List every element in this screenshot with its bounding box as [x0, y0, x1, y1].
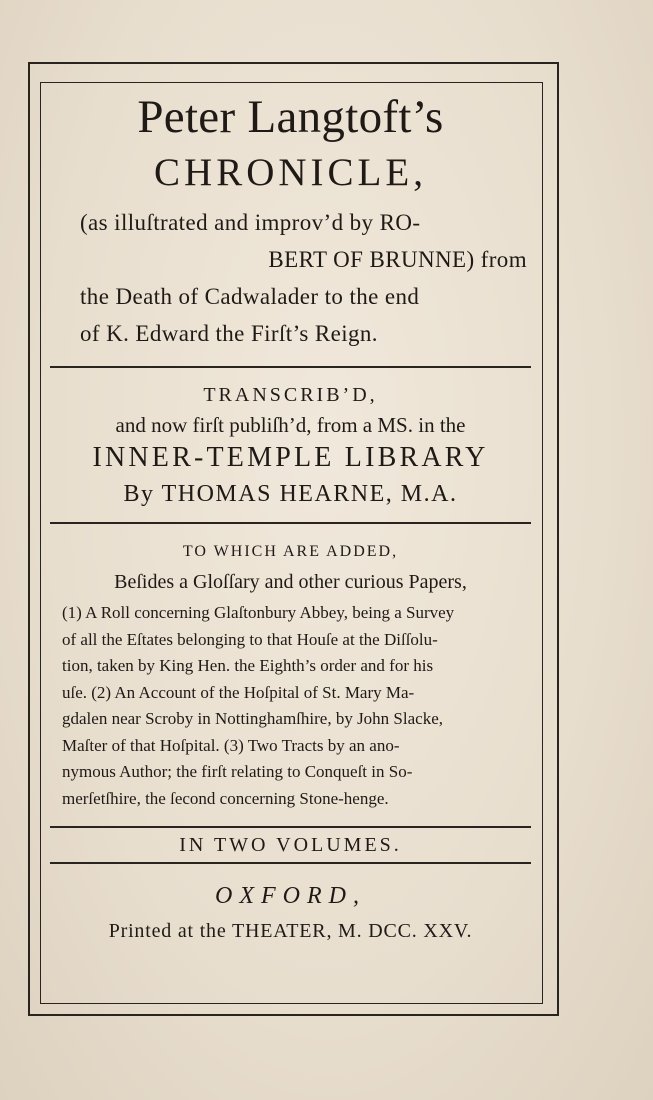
title-line-2: CHRONICLE,: [154, 151, 427, 194]
horizontal-rule: [50, 522, 531, 524]
imprint-line: Printed at the THEATER, M. DCC. XXV.: [108, 920, 473, 942]
volumes-line: IN TWO VOLUMES.: [179, 834, 402, 856]
horizontal-rule: [50, 366, 531, 368]
library-name: INNER-TEMPLE LIBRARY: [92, 442, 489, 473]
title-page-content: [44, 88, 537, 946]
paragraph-line: of all the Eſtates belonging to that Houſe at the Diſſolu-: [62, 629, 438, 649]
contents-paragraph: [44, 600, 537, 812]
author-line: By THOMAS HEARNE, M.A.: [123, 481, 458, 507]
besides-line: Beſides a Gloſſary and other curious Papers,: [114, 571, 467, 593]
subtitle-line: (as illuſtrated and improv’d by RO-: [80, 210, 421, 235]
horizontal-rule: [50, 862, 531, 864]
paragraph-line: merſetſhire, the ſecond concerning Stone-henge.: [62, 788, 389, 808]
paragraph-line: nymous Author; the firſt relating to Conqueſt in So-: [62, 762, 413, 781]
paragraph-line: (1) A Roll concerning Glaſtonbury Abbey, being a Survey: [62, 603, 455, 622]
added-heading: TO WHICH ARE ADDED,: [182, 543, 399, 560]
subtitle-line: the Death of Cadwalader to the end: [80, 284, 420, 309]
subtitle-line: of K. Edward the Firſt’s Reign.: [80, 321, 378, 346]
paragraph-line: tion, taken by King Hen. the Eighth’s order and for his: [62, 656, 434, 675]
subtitle-line: BERT OF BRUNNE) from: [268, 247, 527, 272]
paragraph-line: gdalen near Scroby in Nottinghamſhire, by John Slacke,: [62, 709, 443, 728]
paragraph-line: Maſter of that Hoſpital. (3) Two Tracts by an ano-: [62, 735, 400, 755]
subtitle-block: [44, 204, 537, 352]
transcription-heading: TRANSCRIB’D,: [203, 384, 378, 406]
paragraph-line: uſe. (2) An Account of the Hoſpital of St. Mary Ma-: [62, 682, 415, 702]
transcription-line: and now firſt publiſh’d, from a MS. in the: [115, 413, 466, 437]
title-line-1: Peter Langtoft’s: [137, 91, 444, 143]
imprint-place: OXFORD,: [215, 883, 366, 909]
